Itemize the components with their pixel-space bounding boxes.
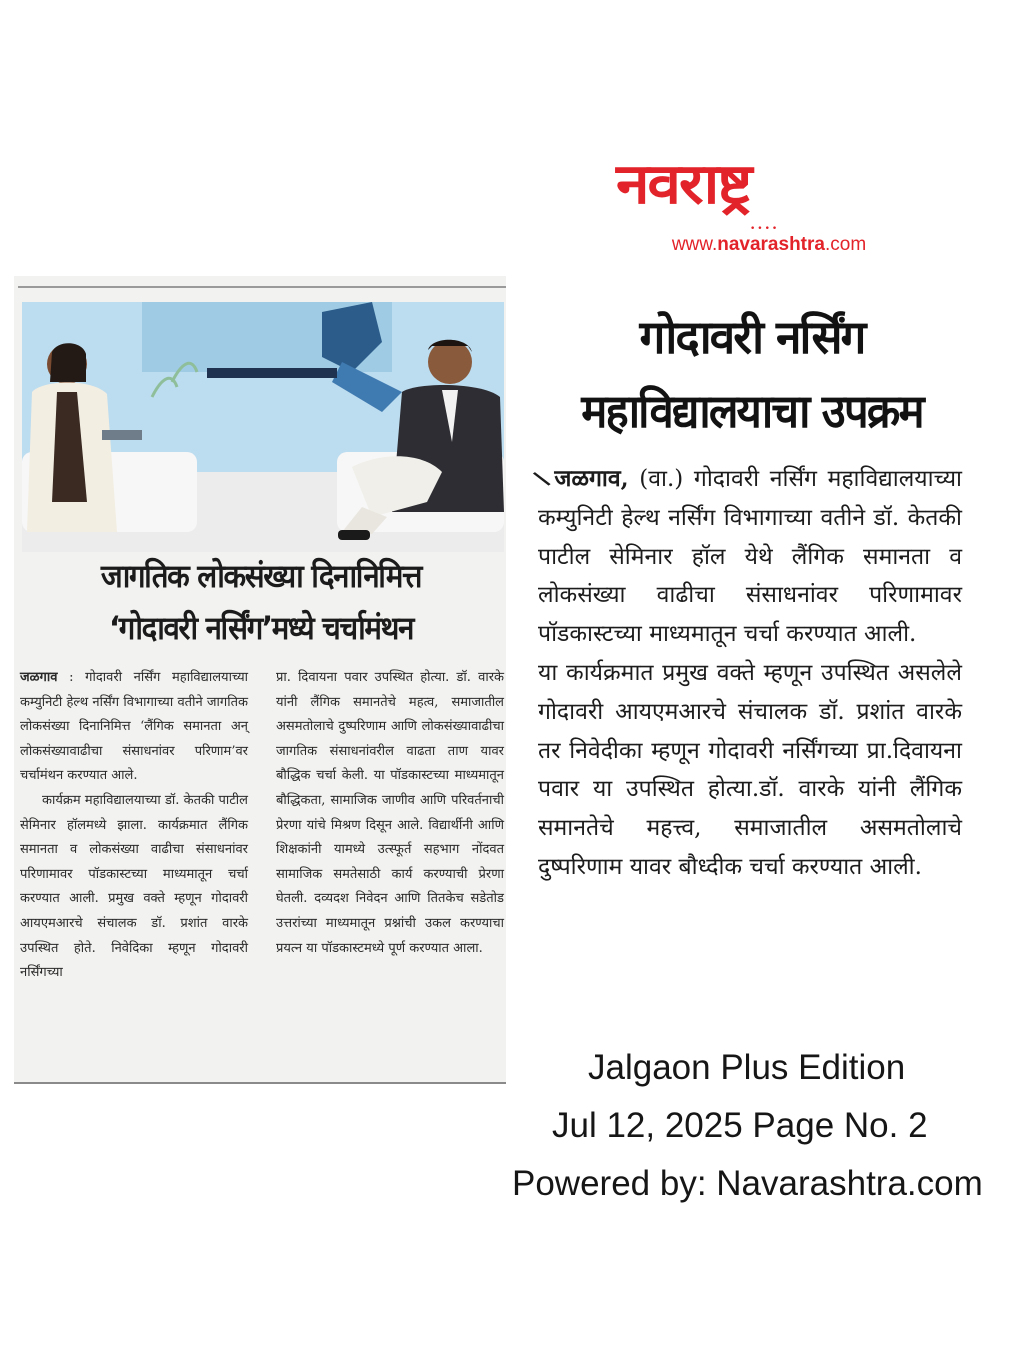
left-headline	[18, 550, 504, 654]
edition-date-page: Jul 12, 2025 Page No. 2	[552, 1106, 928, 1145]
left-headline-line-1: जागतिक लोकसंख्या दिनानिमित्त	[100, 557, 422, 595]
right-headline	[528, 300, 976, 448]
masthead-url	[624, 234, 914, 256]
edition-name: Jalgaon Plus Edition	[588, 1048, 906, 1087]
left-col1-paragraph-2: कार्यक्रम महाविद्यालयाच्या डॉ. केतकी पाटील सेमिनार हॉलमध्ये झाला. कार्यक्रमात लैंगिक समानता व लोकसंख्या वाढीचा संसाधनांवर परिणामावर पॉडकास्टच्या माध्यमातून चर्चा करण्यात आली. प्रमुख वक्ते म्हणून गोदावरी आयएमआरचे संचालक डॉ. प्रशांत वारके उपस्थित होते. निवेदिका म्हणून गोदावरी नर्सिंगच्या	[20, 792, 248, 981]
right-paragraph-2: या कार्यक्रमात प्रमुख वक्ते म्हणून उपस्थित असलेले गोदावरी आयएमआरचे संचालक डॉ. प्रशांत वारके तर निवेदीका म्हणून गोदावरी नर्सिंगच्या प्रा.दिवायना पवार या उपस्थित होत्या.डॉ. वारके यांनी लैंगिक समानतेचे महत्त्व, समाजातील असमतोलाचे दुष्परिणाम यावर बौध्दीक चर्चा करण्यात आली.	[538, 659, 962, 880]
bullet-mark: \	[530, 465, 553, 493]
right-paragraph-1-text: (वा.) गोदावरी नर्सिंग महाविद्यालयाच्या कम्युनिटी हेल्थ नर्सिंग विभागाच्या वतीने डॉ. केतकी पाटील सेमिनार हॉल येथे लैंगिक समानता व लोकसंख्या वाढीचा संसाधनांवर परिणामावर पॉडकास्टच्या माध्यमातून चर्चा करण्यात आली.	[538, 466, 963, 648]
top-rule	[18, 286, 506, 288]
left-dateline: जळगाव	[20, 670, 58, 685]
url-domain: navarashtra	[717, 234, 825, 255]
event-photo	[22, 302, 504, 552]
url-prefix: www.	[671, 234, 718, 255]
left-headline-line-2: ‘गोदावरी नर्सिंग’मध्ये चर्चामंथन	[108, 609, 414, 647]
right-paragraph-1	[530, 460, 963, 654]
left-article-column-2	[276, 666, 504, 1066]
left-article-body	[20, 666, 504, 1066]
left-col1-paragraph-1: गोदावरी नर्सिंग महाविद्यालयाच्या कम्युनिटी हेल्थ नर्सिंग विभागाच्या वतीने जागतिक लोकसंख्या दिनानिमित्त ‘लैंगिक समानता अन् लोकसंख्यावाढीचा संसाधनांवर परिणाम’वर चर्चामंथन करण्यात आले.	[20, 670, 248, 784]
navarashtra-logo: नवराष्ट्र	[616, 152, 751, 217]
left-col2-paragraph-1: प्रा. दिवायना पवार उपस्थित होत्या. डॉ. वारके यांनी लैंगिक समानतेचे महत्व, समाजातील असमतोलाचे दुष्परिणाम आणि लोकसंख्यावाढीचा जागतिक संसाधनांवरील वाढता ताण यावर बौद्धिक चर्चा केली. या पॉडकास्टच्या माध्यमातून बौद्धिकता, सामाजिक जाणीव आणि परिवर्तनाची प्रेरणा यांचे मिश्रण दिसून आले. विद्यार्थीनी आणि शिक्षकांनी यामध्ये उत्स्फूर्त सहभाग नोंदवत सामाजिक समतेसाठी कार्य करण्याची प्रेरणा घेतली. दव्यदश निवेदन आणि तितकेच सडेतोड उत्तरांच्या माध्यमातून प्रश्नांची उकल करण्याचा प्रयत्न या पॉडकास्टमध्ये पूर्ण करण्यात आला.	[276, 670, 504, 956]
masthead-ornament: ••••	[750, 224, 780, 234]
bottom-rule	[14, 1082, 506, 1084]
right-headline-line-2: महाविद्यालयाचा उपक्रम	[581, 384, 923, 438]
right-headline-line-1: गोदावरी नर्सिंग	[639, 310, 865, 364]
right-dateline: जळगाव,	[554, 465, 629, 492]
powered-by: Powered by: Navarashtra.com	[512, 1164, 983, 1203]
url-suffix: .com	[824, 234, 867, 255]
left-article-column-1: जळगाव : गोदावरी नर्सिंग महाविद्यालयाच्या कम्युनिटी हेल्थ नर्सिंग विभागाच्या वतीने जागतिक लोकसंख्या दिनानिमित्त ‘लैंगिक समानता अन् लोकसंख्यावाढीचा संसाधनांवर परिणाम’वर चर्चामंथन करण्यात आले. कार्यक्रम महाविद्यालयाच्या डॉ. केतकी पाटील सेमिनार हॉलमध्ये झाला. कार्यक्रमात लैंगिक समानता व लोकसंख्या वाढीचा संसाधनांवर परिणामावर पॉडकास्टच्या माध्यमातून चर्चा करण्यात आली. प्रमुख वक्ते म्हणून गोदावरी आयएमआरचे संचालक डॉ. प्रशांत वारके उपस्थित होते. निवेदिका म्हणून गोदावरी नर्सिंगच्या	[20, 666, 248, 1066]
left-news-clipping	[14, 276, 506, 1084]
navarashtra-masthead	[610, 150, 930, 270]
right-article-body	[530, 460, 963, 887]
